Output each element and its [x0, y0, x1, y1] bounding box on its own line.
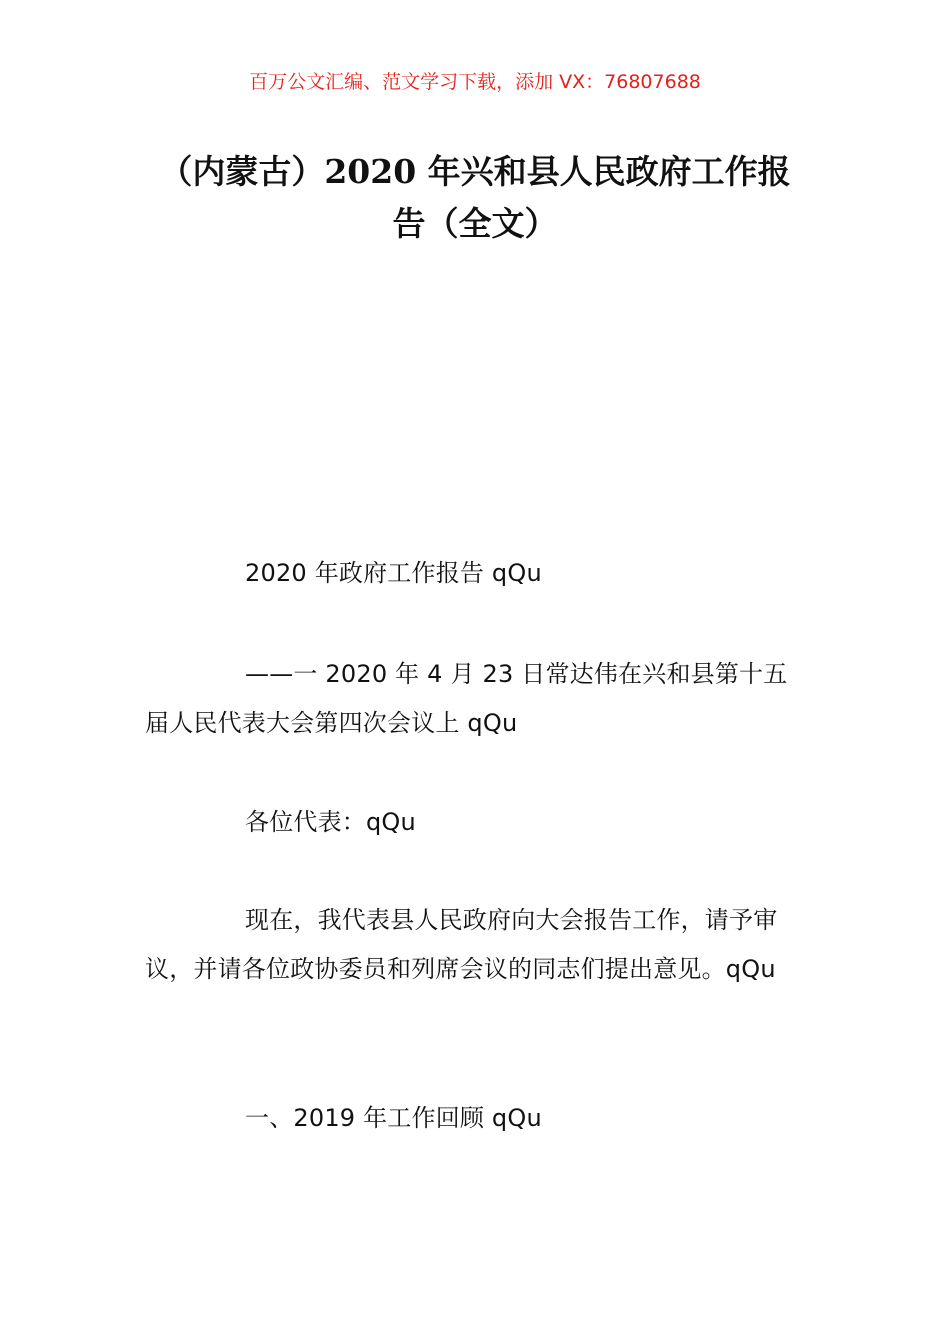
paragraph-opening: 现在，我代表县人民政府向大会报告工作，请予审议，并请各位政协委员和列席会议的同志们提出意见。qQu — [145, 906, 778, 983]
section-heading-review: 一、2019 年工作回顾 qQu — [245, 1104, 542, 1132]
page-title: （内蒙古）2020 年兴和县人民政府工作报告（全文） — [159, 152, 791, 243]
paragraph-salutation: 各位代表：qQu — [245, 808, 416, 836]
header-contact-note: 百万公文汇编、范文学习下载，添加 VX：76807688 — [249, 71, 701, 93]
paragraph-report-heading: 2020 年政府工作报告 qQu — [245, 559, 542, 587]
paragraph-speaker-date: ——一 2020 年 4 月 23 日常达伟在兴和县第十五届人民代表大会第四次会议上 qQu — [145, 660, 788, 737]
